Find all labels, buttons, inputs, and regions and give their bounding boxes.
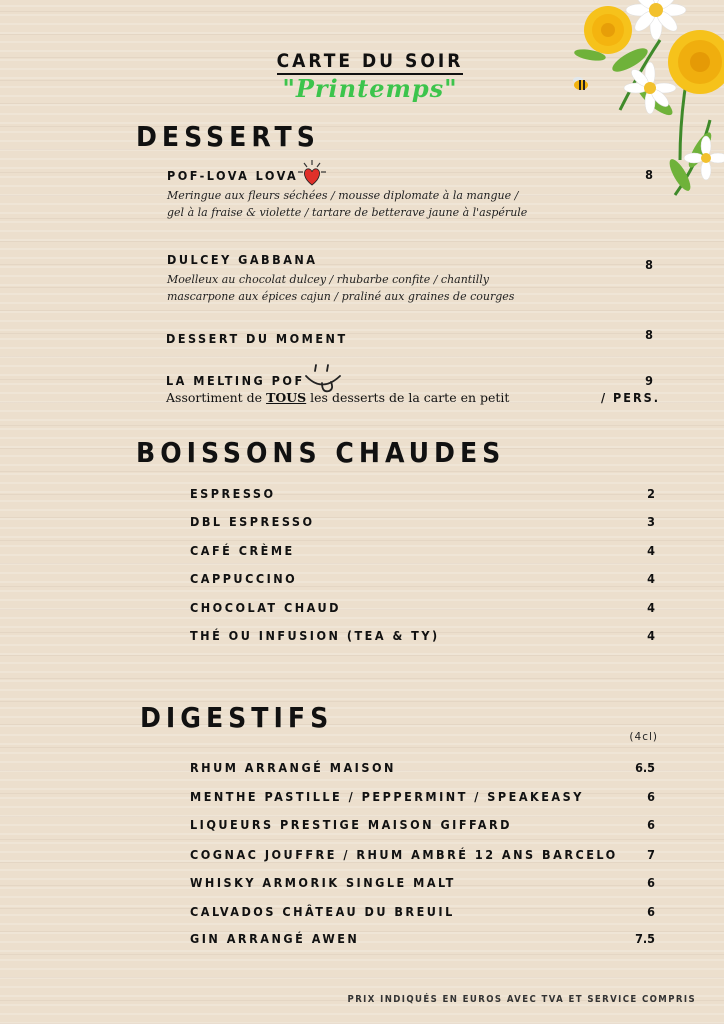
section-heading-desserts: DESSERTS: [136, 120, 320, 153]
menu-item-price: 2: [647, 486, 655, 501]
menu-item-price: 6: [647, 817, 655, 832]
menu-item-price: 7: [647, 847, 655, 862]
menu-item-name: WHISKY ARMORIK SINGLE MALT: [190, 875, 456, 890]
menu-item-price: 6: [647, 904, 655, 919]
menu-item-name: CALVADOS CHÂTEAU DU BREUIL: [190, 904, 455, 919]
menu-item-price: 4: [647, 600, 655, 615]
menu-item-price: 9: [645, 373, 653, 388]
menu-item-name: GIN ARRANGÉ AWEN: [190, 931, 360, 946]
heart-icon: [297, 159, 327, 187]
menu-item-name: POF-LOVA LOVA: [167, 168, 299, 183]
menu-item-price: 4: [647, 571, 655, 586]
menu-item-description: Meringue aux fleurs séchées / mousse diplomate à la mangue /: [167, 189, 519, 202]
page-title: [0, 50, 724, 72]
price-per-person: / PERS.: [601, 390, 660, 405]
menu-item-name: LA MELTING POF: [166, 373, 305, 388]
menu-item-description: Moelleux au chocolat dulcey / rhubarbe confite / chantilly: [167, 273, 489, 286]
menu-item-price: 8: [645, 327, 653, 342]
section-heading-digestifs: DIGESTIFS: [140, 701, 334, 734]
menu-item-description: [166, 390, 509, 405]
menu-item-name: CHOCOLAT CHAUD: [190, 600, 341, 615]
menu-item-name: RHUM ARRANGÉ MAISON: [190, 760, 396, 775]
menu-item-description: gel à la fraise & violette / tartare de betterave jaune à l'aspérule: [167, 206, 528, 219]
menu-item-price: 8: [645, 167, 653, 182]
menu-item-name: DBL ESPRESSO: [190, 514, 315, 529]
menu-item-name: LIQUEURS PRESTIGE MAISON GIFFARD: [190, 817, 512, 832]
digestifs-unit: (4cl): [629, 731, 658, 743]
menu-item-name: MENTHE PASTILLE / PEPPERMINT / SPEAKEASY: [190, 789, 584, 804]
menu-item-price: 7.5: [635, 931, 655, 946]
menu-item-price: 3: [647, 514, 655, 529]
menu-item-name: DULCEY GABBANA: [167, 252, 318, 267]
description-text: les desserts de la carte en petit: [306, 390, 510, 405]
menu-item-price: 4: [647, 628, 655, 643]
menu-item-name: THÉ OU INFUSION (TEA & TY): [190, 628, 440, 643]
menu-item-price: 8: [645, 257, 653, 272]
page-title-text: CARTE DU SOIR: [277, 50, 464, 75]
menu-item-price: 4: [647, 543, 655, 558]
menu-item-name: ESPRESSO: [190, 486, 276, 501]
menu-item-price: 6.5: [635, 760, 655, 775]
description-text: Assortiment de: [166, 390, 267, 405]
menu-item-name: COGNAC JOUFFRE / RHUM AMBRÉ 12 ANS BARCELO: [190, 847, 618, 862]
section-heading-boissons-chaudes: BOISSONS CHAUDES: [136, 436, 506, 469]
menu-item-name: CAFÉ CRÈME: [190, 543, 295, 558]
description-emphasis: TOUS: [266, 390, 307, 405]
menu-item-name: CAPPUCCINO: [190, 571, 298, 586]
menu-item-name: DESSERT DU MOMENT: [166, 331, 348, 346]
menu-item-description: mascarpone aux épices cajun / praliné aux graines de courges: [167, 290, 515, 303]
footer-note: PRIX INDIQUÉS EN EUROS AVEC TVA ET SERVICE COMPRIS: [347, 994, 696, 1005]
menu-item-price: 6: [647, 875, 655, 890]
page-subtitle: "Printemps": [282, 74, 458, 103]
menu-item-price: 6: [647, 789, 655, 804]
